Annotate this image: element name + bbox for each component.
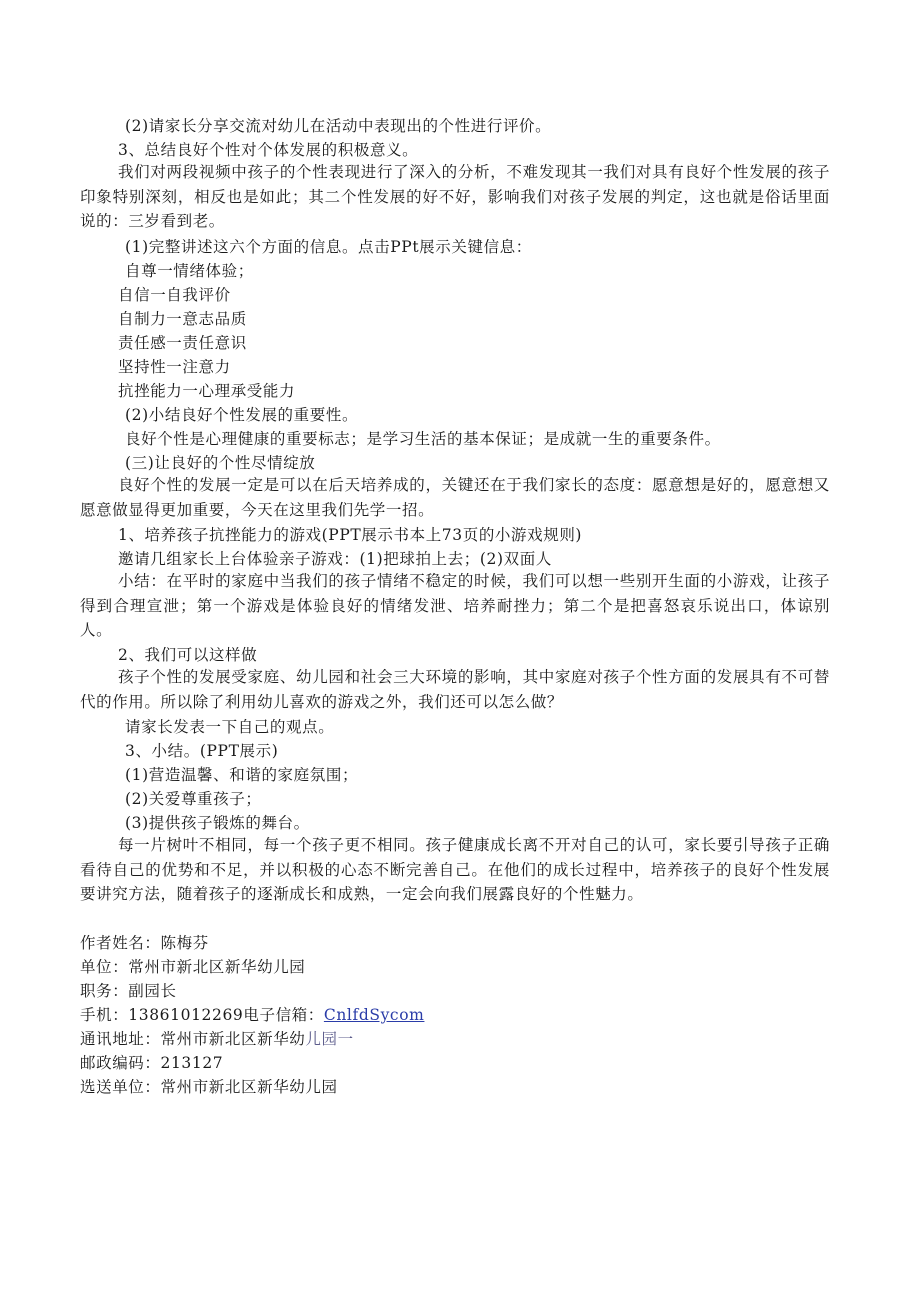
list-item: (2)关爱尊重孩子； [125, 790, 262, 808]
paragraph: 良好个性的发展一定是可以在后天培养成的，关键还在于我们家长的态度：愿意想是好的，愿意想又愿意做显得更加重要，今天在这里我们先学一招。 [80, 476, 830, 519]
paragraph: 我们对两段视频中孩子的个性表现进行了深入的分析，不难发现其一我们对具有良好个性发展的孩子印象特别深刻，相反也是如此；其二个性发展的好不好，影响我们对孩子发展的判定，这也就是俗话里面说的：三岁看到老。 [80, 163, 830, 230]
author-name: 作者姓名：陈梅芬 [80, 934, 209, 952]
author-address [80, 1029, 354, 1049]
list-item: 坚持性一注意力 [118, 358, 231, 376]
author-phone: 手机：13861012269电子信箱： [80, 1006, 324, 1024]
paragraph: (1)完整讲述这六个方面的信息。点击PPt展示关键信息： [125, 238, 532, 256]
paragraph: 良好个性是心理健康的重要标志；是学习生活的基本保证；是成就一生的重要条件。 [125, 430, 721, 448]
paragraph: 小结：在平时的家庭中当我们的孩子情绪不稳定的时候，我们可以想一些别开生面的小游戏，让孩子得到合理宣泄；第一个游戏是体验良好的情绪发泄、培养耐挫力；第二个是把喜怒哀乐说出口，体谅别人。 [80, 572, 830, 639]
list-item: (1)营造温馨、和谐的家庭氛围； [125, 766, 359, 784]
author-submit-unit: 选送单位：常州市新北区新华幼儿园 [80, 1078, 338, 1096]
author-contact [80, 1005, 424, 1025]
section-heading: 2、我们可以这样做 [118, 646, 258, 664]
section-heading: (三)让良好的个性尽情绽放 [125, 454, 316, 472]
list-item: 抗挫能力一心理承受能力 [118, 382, 296, 400]
address-prefix: 通讯地址：常州市新北区新华幼 [80, 1030, 306, 1048]
author-position: 职务：副园长 [80, 982, 177, 1000]
author-unit: 单位：常州市新北区新华幼儿园 [80, 958, 306, 976]
address-suffix: 儿园一 [305, 1030, 354, 1048]
paragraph: (2)请家长分享交流对幼儿在活动中表现出的个性进行评价。 [125, 117, 552, 135]
section-heading: 3、小结。(PPT展示) [125, 742, 279, 760]
paragraph: 孩子个性的发展受家庭、幼儿园和社会三大环境的影响，其中家庭对孩子个性方面的发展具有不可替代的作用。所以除了利用幼儿喜欢的游戏之外，我们还可以怎么做？ [80, 668, 830, 711]
email-link[interactable]: CnlfdSycom [323, 1006, 425, 1024]
paragraph: 邀请几组家长上台体验亲子游戏：(1)把球拍上去；(2)双面人 [118, 550, 552, 568]
list-item: 自尊一情绪体验； [125, 262, 254, 280]
list-item: (3)提供孩子锻炼的舞台。 [125, 814, 310, 832]
list-item: 自制力一意志品质 [118, 310, 247, 328]
section-heading: 1、培养孩子抗挫能力的游戏(PPT展示书本上73页的小游戏规则) [118, 526, 583, 544]
author-postcode: 邮政编码：213127 [80, 1054, 224, 1072]
list-item: 自信一自我评价 [118, 286, 231, 304]
paragraph: 请家长发表一下自己的观点。 [125, 718, 335, 736]
section-heading: 3、总结良好个性对个体发展的积极意义。 [118, 141, 419, 159]
paragraph: (2)小结良好个性发展的重要性。 [125, 406, 359, 424]
paragraph: 每一片树叶不相同，每一个孩子更不相同。孩子健康成长离不开对自己的认可，家长要引导孩子正确看待自己的优势和不足，并以积极的心态不断完善自己。在他们的成长过程中，培养孩子的良好个性发展要讲究方法，随着孩子的逐渐成长和成熟，一定会向我们展露良好的个性魅力。 [80, 836, 830, 903]
list-item: 责任感一责任意识 [118, 334, 247, 352]
